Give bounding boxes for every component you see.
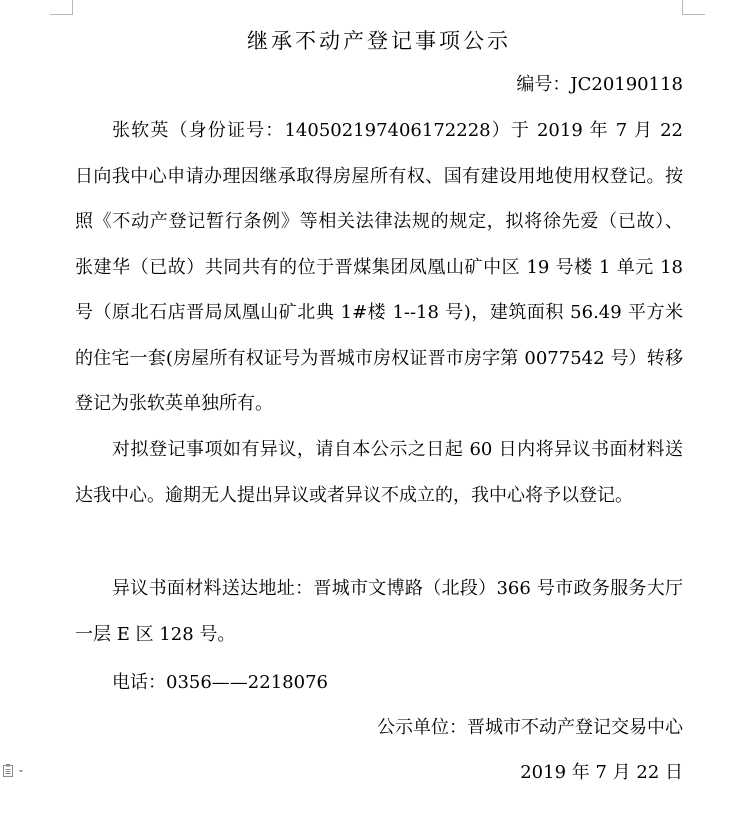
page-corner-mark-top-right — [682, 0, 705, 15]
clipboard-paste-icon — [2, 763, 28, 779]
chevron-down-icon — [19, 770, 23, 773]
contact-phone: 电话：0356——2218076 — [112, 672, 328, 693]
document-number: 编号：JC20190118 — [516, 74, 683, 95]
paste-options-button[interactable] — [2, 763, 28, 779]
issue-date: 2019 年 7 月 22 日 — [520, 762, 683, 783]
page-corner-mark-top-left — [50, 0, 73, 15]
body-paragraph-application: 张软英（身份证号：140502197406172228）于 2019 年 7 月 22 日向我中心申请办理因继承取得房屋所有权、国有建设用地使用权登记。按照《不动产登记暂行条例》等相关法律法规的规定，拟将徐先爱（已故）、 张建华（已故）共同共有的位于晋煤集团凤凰山矿中区 19 号楼 1 单元 18 号（原北石店晋局凤凰山矿北典 1#楼 1--18 号)，建筑面积 56.49 平方米的住宅一套(房屋所有权证号为晋城市房权证晋市房字第 0077542 号）转移登记为张软英单独所有。 — [75, 120, 683, 414]
issuing-unit: 公示单位：晋城市不动产登记交易中心 — [377, 717, 683, 738]
document-title: 继承不动产登记事项公示 — [247, 29, 511, 53]
body-paragraph-address: 异议书面材料送达地址：晋城市文博路（北段）366 号市政务服务大厅一层 E 区 128 号。 — [75, 578, 683, 645]
body-paragraph-objection: 对拟登记事项如有异议，请自本公示之日起 60 日内将异议书面材料送达我中心。逾期无人提出异议或者异议不成立的，我中心将予以登记。 — [75, 439, 683, 506]
